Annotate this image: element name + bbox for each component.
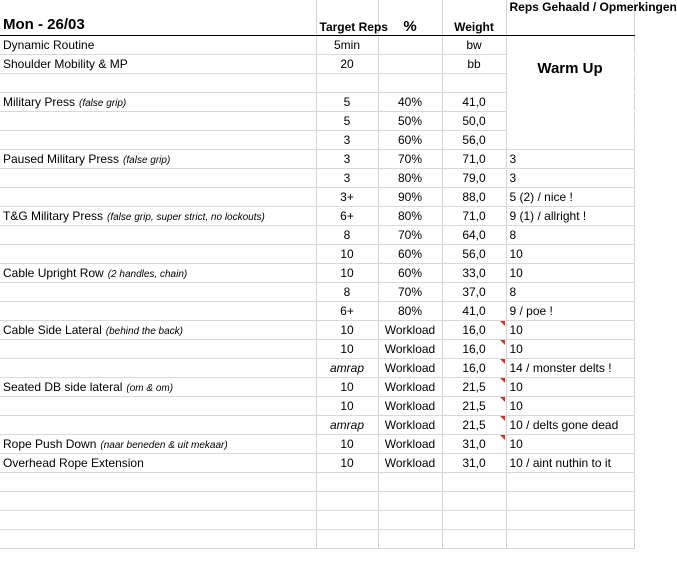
weight-cell[interactable]: 16,0 [442,320,506,339]
exercise-cell[interactable] [0,168,316,187]
reps-cell[interactable]: 8 [316,225,378,244]
exercise-cell[interactable] [0,263,316,282]
result-cell[interactable]: 3 [506,149,634,168]
exercise-name: Paused Military Press [3,151,120,166]
header-row [0,0,634,35]
percent-cell[interactable]: 80% [378,168,442,187]
target-reps-header[interactable]: Target Reps [316,0,378,35]
percent-cell[interactable]: Workload [378,377,442,396]
table-row [0,187,634,206]
percent-header[interactable]: % [378,0,442,35]
exercise-cell[interactable] [0,510,316,529]
reps-cell[interactable]: 6+ [316,301,378,320]
reps-cell[interactable]: 3 [316,168,378,187]
exercise-name: Cable Side Lateral [3,322,102,337]
table-row [0,111,634,130]
reps-cell[interactable]: 10 [316,320,378,339]
exercise-cell[interactable] [0,301,316,320]
reps-cell[interactable]: 3+ [316,187,378,206]
result-cell[interactable]: 5 (2) / nice ! [506,187,634,206]
percent-cell[interactable] [378,35,442,54]
exercise-cell[interactable] [0,358,316,377]
weight-cell[interactable]: 31,0 [442,434,506,453]
table-row [0,130,634,149]
percent-cell[interactable] [378,529,442,548]
exercise-cell[interactable] [0,92,316,111]
reps-cell[interactable]: 3 [316,149,378,168]
exercise-cell[interactable] [0,339,316,358]
result-cell[interactable] [506,130,634,149]
reps-cell[interactable]: 5 [316,92,378,111]
reps-cell[interactable]: 10 [316,377,378,396]
reps-cell[interactable]: amrap [316,358,378,377]
weight-cell[interactable]: 21,5 [442,396,506,415]
table-row [0,453,634,472]
percent-cell[interactable]: Workload [378,396,442,415]
exercise-cell[interactable] [0,434,316,453]
exercise-name: Seated DB side lateral [3,379,123,394]
result-cell[interactable] [506,472,634,491]
reps-cell[interactable]: 3 [316,130,378,149]
result-cell[interactable]: 10 / delts gone dead [506,415,634,434]
weight-cell[interactable] [442,472,506,491]
result-cell[interactable]: 10 [506,396,634,415]
percent-cell[interactable] [378,510,442,529]
result-cell[interactable]: 8 [506,225,634,244]
weight-cell[interactable]: 31,0 [442,453,506,472]
table-row [0,358,634,377]
result-cell[interactable] [506,111,634,130]
exercise-cell[interactable] [0,130,316,149]
percent-cell[interactable]: 50% [378,111,442,130]
result-cell[interactable]: 14 / monster delts ! [506,358,634,377]
table-row [0,472,634,491]
percent-cell[interactable]: Workload [378,358,442,377]
table-row [0,434,634,453]
weight-cell[interactable]: 64,0 [442,225,506,244]
exercise-cell[interactable] [0,415,316,434]
reps-cell[interactable]: 10 [316,396,378,415]
exercise-cell[interactable] [0,320,316,339]
reps-cell[interactable] [316,472,378,491]
exercise-cell[interactable] [0,491,316,510]
result-cell[interactable] [506,491,634,510]
exercise-cell[interactable] [0,54,316,73]
result-cell[interactable]: 3 [506,168,634,187]
result-cell[interactable]: 10 / aint nuthin to it [506,453,634,472]
exercise-note: (false grip) [79,97,127,109]
table-row [0,529,634,548]
weight-cell[interactable]: 41,0 [442,92,506,111]
table-row [0,510,634,529]
result-cell[interactable]: 10 [506,263,634,282]
percent-cell[interactable]: 80% [378,206,442,225]
table-row [0,491,634,510]
table-row [0,320,634,339]
exercise-note: (false grip) [123,154,171,166]
result-cell[interactable] [506,510,634,529]
weight-cell[interactable]: bw [442,35,506,54]
reps-cell[interactable] [316,529,378,548]
weight-cell[interactable]: 16,0 [442,339,506,358]
weight-cell[interactable]: 16,0 [442,358,506,377]
table-row [0,377,634,396]
percent-cell[interactable]: 60% [378,244,442,263]
notes-header[interactable]: Reps Gehaald / Opmerkingen [506,0,634,35]
weight-cell[interactable] [442,491,506,510]
table-row [0,396,634,415]
percent-cell[interactable] [378,491,442,510]
exercise-cell[interactable] [0,472,316,491]
weight-cell[interactable]: 56,0 [442,130,506,149]
weight-cell[interactable]: 88,0 [442,187,506,206]
result-cell[interactable]: 10 [506,377,634,396]
reps-cell[interactable]: amrap [316,415,378,434]
exercise-cell[interactable] [0,206,316,225]
weight-cell[interactable]: bb [442,54,506,73]
percent-cell[interactable]: 60% [378,263,442,282]
percent-cell[interactable] [378,472,442,491]
exercise-name: Dynamic Routine [3,37,95,52]
exercise-name: Military Press [3,94,76,109]
percent-cell[interactable]: 70% [378,225,442,244]
table-body [0,35,634,548]
reps-cell[interactable]: 10 [316,263,378,282]
result-cell[interactable]: 10 [506,339,634,358]
percent-cell[interactable]: Workload [378,415,442,434]
percent-cell[interactable] [378,73,442,92]
exercise-cell[interactable] [0,73,316,92]
exercise-name: T&G Military Press [3,208,104,223]
reps-cell[interactable]: 8 [316,282,378,301]
percent-cell[interactable]: 60% [378,130,442,149]
weight-cell[interactable] [442,73,506,92]
result-cell[interactable]: 10 [506,320,634,339]
table-row [0,206,634,225]
percent-cell[interactable]: Workload [378,434,442,453]
table-row [0,263,634,282]
table-row [0,168,634,187]
weight-header[interactable]: Weight [442,0,506,35]
exercise-name: Overhead Rope Extension [3,455,144,470]
result-cell[interactable] [506,529,634,548]
percent-cell[interactable]: 70% [378,149,442,168]
result-cell[interactable]: 9 / poe ! [506,301,634,320]
weight-cell[interactable]: 33,0 [442,263,506,282]
exercise-cell[interactable] [0,244,316,263]
table-row [0,282,634,301]
percent-cell[interactable] [378,54,442,73]
percent-cell[interactable]: 40% [378,92,442,111]
result-cell[interactable]: 10 [506,244,634,263]
exercise-name: Shoulder Mobility & MP [3,56,128,71]
percent-cell[interactable]: 80% [378,301,442,320]
reps-cell[interactable]: 10 [316,339,378,358]
table-row [0,92,634,111]
exercise-name: Rope Push Down [3,436,97,451]
percent-cell[interactable]: 90% [378,187,442,206]
table-row [0,149,634,168]
weight-cell[interactable]: 56,0 [442,244,506,263]
result-cell[interactable]: 8 [506,282,634,301]
exercise-note: (false grip, super strict, no lockouts) [107,211,265,223]
exercise-name: Cable Upright Row [3,265,104,280]
reps-cell[interactable] [316,510,378,529]
weight-cell[interactable]: 41,0 [442,301,506,320]
weight-cell[interactable]: 71,0 [442,149,506,168]
exercise-note: (om & om) [126,382,174,394]
reps-cell[interactable]: 5 [316,111,378,130]
exercise-cell[interactable] [0,396,316,415]
exercise-cell[interactable] [0,529,316,548]
exercise-cell[interactable] [0,282,316,301]
result-cell[interactable]: 9 (1) / allright ! [506,206,634,225]
warmup-label: Warm Up [537,60,603,77]
exercise-cell[interactable] [0,453,316,472]
weight-cell[interactable]: 21,5 [442,415,506,434]
weight-cell[interactable] [442,510,506,529]
table-row [0,301,634,320]
weight-cell[interactable]: 79,0 [442,168,506,187]
table-row [0,225,634,244]
reps-cell[interactable]: 10 [316,244,378,263]
exercise-cell[interactable] [0,377,316,396]
table-row [0,35,634,54]
weight-cell[interactable]: 71,0 [442,206,506,225]
reps-cell[interactable]: 5min [316,35,378,54]
percent-cell[interactable]: Workload [378,320,442,339]
weight-cell[interactable]: 37,0 [442,282,506,301]
table-row [0,339,634,358]
exercise-cell[interactable] [0,187,316,206]
day-title[interactable]: Mon - 26/03 [0,0,316,35]
exercise-cell[interactable] [0,149,316,168]
reps-cell[interactable] [316,73,378,92]
exercise-note: (2 handles, chain) [107,268,188,280]
reps-cell[interactable]: 10 [316,434,378,453]
exercise-cell[interactable] [0,111,316,130]
table-row [0,244,634,263]
weight-cell[interactable]: 21,5 [442,377,506,396]
result-cell[interactable] [506,35,634,54]
reps-cell[interactable]: 20 [316,54,378,73]
exercise-note: (behind the back) [105,325,184,337]
exercise-note: (naar beneden & uit mekaar) [100,439,228,451]
result-cell[interactable] [506,92,634,111]
percent-cell[interactable]: Workload [378,453,442,472]
reps-cell[interactable]: 6+ [316,206,378,225]
table-row [0,415,634,434]
reps-cell[interactable]: 10 [316,453,378,472]
weight-cell[interactable]: 50,0 [442,111,506,130]
exercise-cell[interactable] [0,35,316,54]
result-cell[interactable]: 10 [506,434,634,453]
exercise-cell[interactable] [0,225,316,244]
percent-cell[interactable]: 70% [378,282,442,301]
percent-cell[interactable]: Workload [378,339,442,358]
reps-cell[interactable] [316,491,378,510]
weight-cell[interactable] [442,529,506,548]
